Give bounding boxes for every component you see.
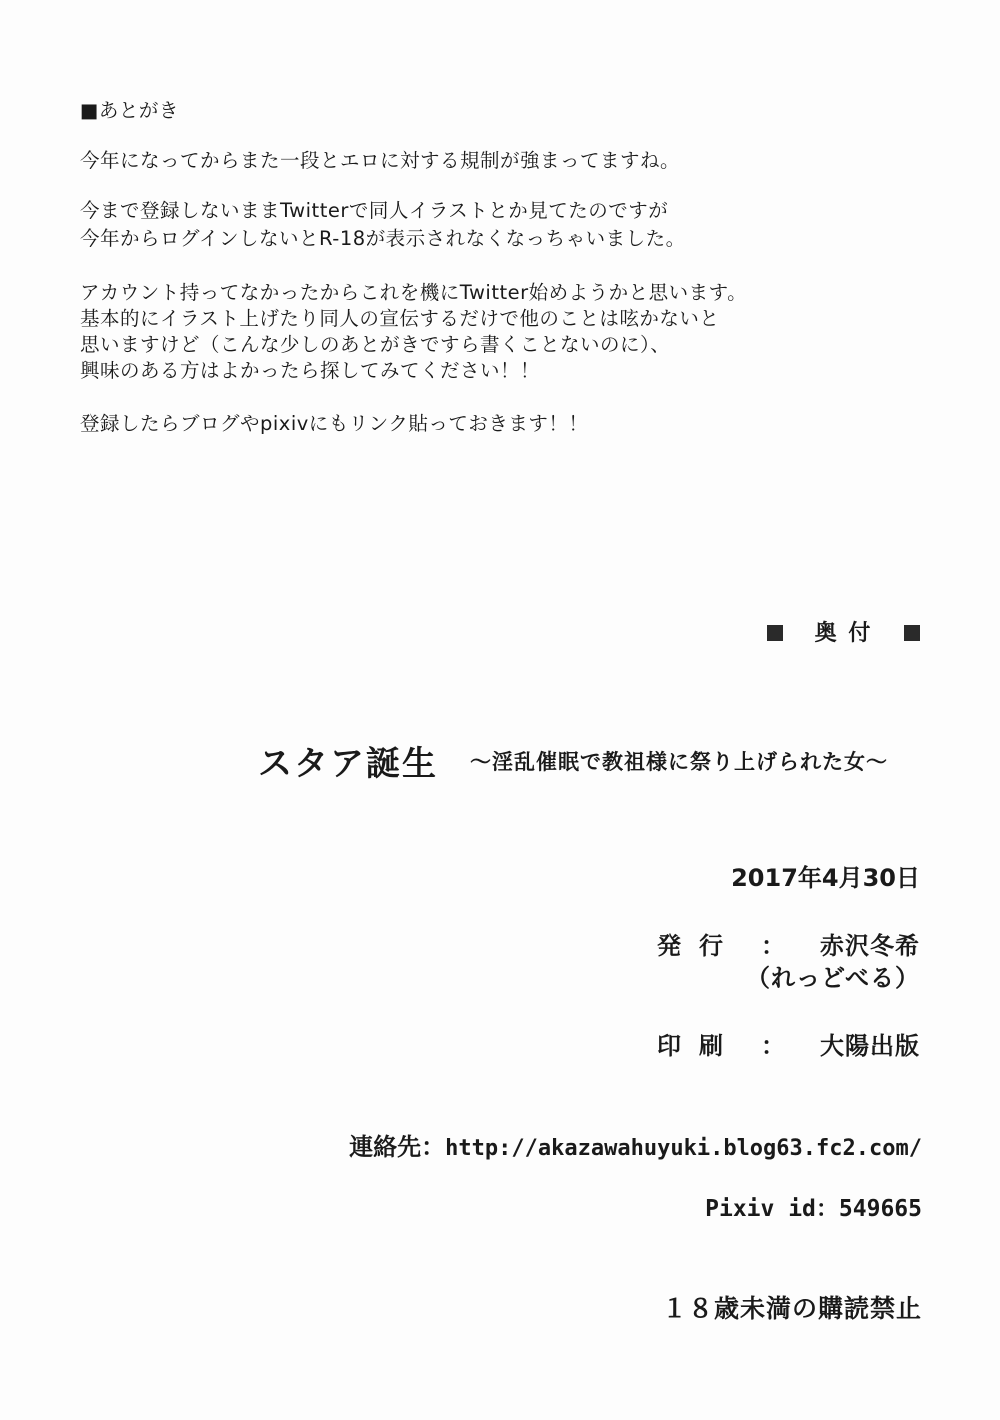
publisher-label: 発行: [657, 932, 741, 960]
colophon-heading: [767, 616, 920, 647]
book-title: スタア誕生: [258, 744, 438, 784]
contact-row: [349, 1127, 922, 1162]
printer-label: 印刷: [657, 1032, 741, 1060]
contact-url: http://akazawahuyuki.blog63.fc2.com/: [445, 1136, 922, 1161]
publication-date: 2017年4月30日: [731, 864, 920, 892]
afterword-line: 今まで登録しないままTwitterで同人イラストとか見てたのですが: [80, 199, 669, 222]
printer-row: [657, 1026, 920, 1061]
square-bullet-icon: [767, 625, 783, 641]
afterword-line: 興味のある方はよかったら探してみてください！！: [80, 359, 541, 382]
publisher-separator: ：: [761, 932, 786, 960]
afterword-line: 登録したらブログやpixivにもリンク貼っておきます！！: [80, 412, 589, 435]
afterword-line: 思いますけど（こんな少しのあとがきですら書くことないのに）、: [80, 333, 671, 356]
printer-name: 大陽出版: [820, 1032, 920, 1060]
pixiv-id: Pixiv id：549665: [705, 1196, 922, 1222]
age-restriction-notice: １８歳未満の購読禁止: [661, 1294, 922, 1323]
colophon-heading-label: 奥 付: [814, 621, 873, 646]
book-subtitle: ～淫乱催眠で教祖様に祭り上げられた女～: [470, 750, 888, 774]
publisher-name: 赤沢冬希: [820, 932, 920, 960]
afterword-line: 今年になってからまた一段とエロに対する規制が強まってますね。: [80, 149, 681, 172]
square-bullet-icon: [904, 625, 920, 641]
afterword-line: アカウント持ってなかったからこれを機にTwitter始めようかと思います。: [80, 281, 748, 304]
publisher-row: [657, 926, 920, 961]
publisher-reading: （れっどべる）: [745, 964, 920, 992]
contact-label: 連絡先：: [349, 1133, 446, 1161]
printer-separator: ：: [761, 1032, 786, 1060]
afterword-heading: ■あとがき: [80, 99, 179, 122]
afterword-line: 基本的にイラスト上げたり同人の宣伝するだけで他のことは呟かないと: [80, 307, 720, 330]
afterword-line: 今年からログインしないとR-18が表示されなくなっちゃいました。: [80, 227, 686, 250]
